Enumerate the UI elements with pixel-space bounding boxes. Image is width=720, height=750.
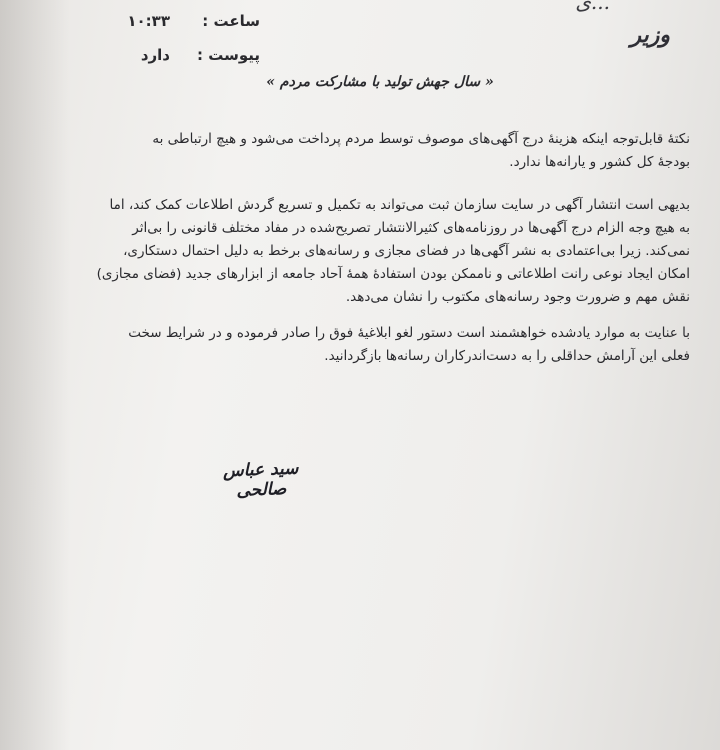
year-slogan: « سال جهش تولید با مشارکت مردم » xyxy=(266,74,494,90)
attachment-row xyxy=(141,46,260,64)
minister-title: وزیر xyxy=(630,22,670,48)
time-value: ۱۰:۳۳ xyxy=(127,12,170,30)
paragraph-2-line: به هیچ وجه الزام درج آگهی‌ها در روزنامه‌های کثیرالانتشار تصریح‌شده در مفاد مختلف قانونی را بی‌اثر xyxy=(132,220,690,236)
page-shadow xyxy=(0,0,70,750)
letterhead-cut-text: ...ی xyxy=(575,0,610,14)
paragraph-1-line: بودجۀ کل کشور و یارانه‌ها ندارد. xyxy=(509,154,690,170)
paragraph-3 xyxy=(60,322,690,368)
paragraph-1-line: نکتۀ قابل‌توجه اینکه هزینۀ درج آگهی‌های موصوف توسط مردم پرداخت می‌شود و هیچ ارتباطی به xyxy=(152,131,690,147)
paragraph-2-line: نقش مهم و ضرورت وجود رسانه‌های مکتوب را نشان می‌دهد. xyxy=(345,289,690,305)
paragraph-3-line: فعلی این آرامش حداقلی را به دست‌اندرکاران رسانه‌ها بازگردانید. xyxy=(324,348,690,364)
paragraph-1 xyxy=(70,128,690,174)
paragraph-3-line: با عنایت به موارد یادشده خواهشمند است دستور لغو ابلاغیۀ فوق را صادر فرموده و در شرایط سخت xyxy=(128,325,690,341)
paragraph-2-line: نمی‌کند. زیرا بی‌اعتمادی به نشر آگهی‌ها در فضای مجازی و رسانه‌های برخط به دلیل احتمال دستکاری، xyxy=(123,243,690,259)
signature: سید عباس صالحی xyxy=(222,458,299,501)
paragraph-2 xyxy=(60,194,690,309)
time-row xyxy=(127,12,260,30)
time-label: ساعت : xyxy=(202,12,260,30)
paragraph-2-line: بدیهی است انتشار آگهی در سایت سازمان ثبت می‌تواند به تکمیل و تسریع گردش اطلاعات کمک کند، اما xyxy=(109,197,690,213)
attachment-label: پیوست : xyxy=(196,46,260,64)
paragraph-2-line: امکان ایجاد نوعی رانت اطلاعاتی و ناممکن بودن استفادۀ همۀ آحاد جامعه از ابزارهای جدید (فضای مجازی) xyxy=(96,266,690,282)
attachment-value: دارد xyxy=(140,46,170,64)
